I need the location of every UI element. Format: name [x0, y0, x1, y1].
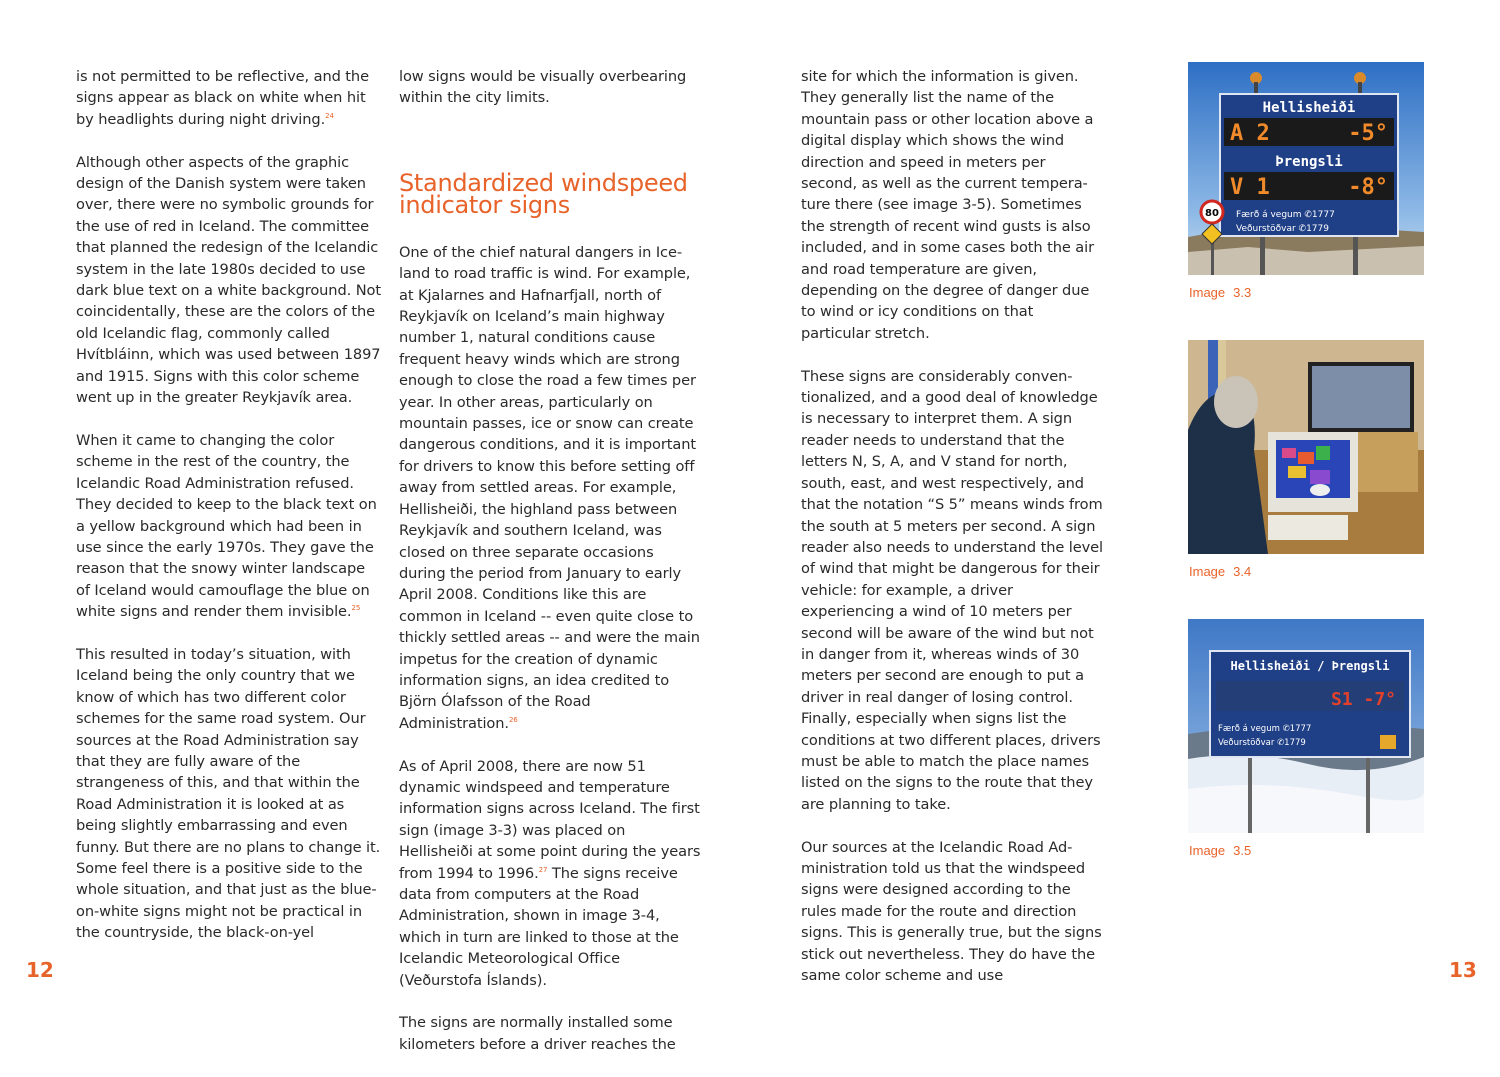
sign-info-line-1: Færð á vegum ✆1777	[1218, 724, 1312, 734]
paragraph: As of April 2008, there are now 51 dynamic windspeed and temperature information signs across Iceland. The first sign (image 3-3) was placed on Hellisheiði at some point during the years from 1994 to 1996.27 The signs receive data from computers at the Road Administration, shown in image 3-4, which in turn are linked to those at the Icelandic Meteorological Office (Veðurstofa Íslands).	[399, 757, 701, 989]
sign-info-line-2: Veðurstöðvar ✆1779	[1236, 224, 1329, 234]
footnote-marker: 26	[508, 715, 518, 724]
sign-info-line-1: Færð á vegum ✆1777	[1236, 210, 1335, 220]
section-heading: Standardized windspeed indicator signs	[399, 168, 688, 219]
text-column-1	[76, 66, 381, 965]
paragraph: This resulted in today’s situation, with Iceland being the only country that we know of which has two different color schemes for the same road system. Our sources at the Road Administration say that they are fully aware of the strangeness of this, and that within the Road Administration it is looked at as being slightly embarrassing and even funny. But there are no plans to change it. Some feel there is a positive side to the whole situation, and that just as the blue-on-white signs might not be practical in the countryside, the black-on-yel	[76, 645, 381, 942]
footnote-marker: 25	[351, 604, 361, 613]
sign-info-line-2: Veðurstöðvar ✆1779	[1218, 738, 1306, 748]
led-direction-1: A 2	[1230, 121, 1270, 146]
page-number-left: 12	[26, 958, 54, 982]
caption-image-3-5: Image 3.5	[1189, 843, 1252, 858]
led-direction-2: V 1	[1230, 175, 1270, 200]
paragraph: One of the chief natural dangers in Iceland to road traffic is wind. For example, at Kjalarnes and Hafnarfjall, north of Reykjavík on Iceland’s main highway number 1, natural conditions cause frequent heavy winds which are strong enough to close the road a few times per year. In other areas, particularly on mountain passes, ice or snow can create dangerous conditions, and it is important for drivers to know this before setting off away from settled areas. For example, Hellisheiði, the highland pass between Reykjavík and southern Iceland, was closed on three separate occasions during the period from January to early April 2008. Conditions like this are common in Iceland -- even quite close to thickly settled areas -- and were the main impetus for the creation of dynamic information signs, an idea credited to Björn Ólafsson of the Road Administration.$^{26}$	[399, 243, 700, 732]
led-temp-1: -5°	[1348, 121, 1388, 146]
paragraph: When it came to changing the color scheme in the rest of the country, the Icelandic Road Administration refused. They decided to keep to the black text on a yellow background which had been in use since the early 1970s. They gave the reason that the snowy winter landscape of Iceland would camouflage the blue on white signs and render them invisible.$^{25}$	[76, 431, 377, 621]
paragraph: These signs are considerably conventionalized, and a good deal of knowledge is necessary to interpret them. A sign reader needs to understand that the letters N, S, A, and V stand for north, south, east, and west respectively, and that the notation “S 5” means winds from the south at 5 meters per second. A sign reader also needs to understand the level of wind that might be dangerous for their vehicle: for example, a driver experiencing a wind of 10 meters per second will be aware of the wind but not in danger from it, whereas winds of 30 meters per second are enough to put a driver in real danger of losing control. Finally, especially when signs list the conditions at two different places, drivers must be able to match the place names listed on the signs to the route that they are planning to take.	[801, 367, 1104, 813]
text-column-2	[399, 66, 701, 1077]
paragraph: Although other aspects of the graphic design of the Danish system were taken over, there were no symbolic grounds for the use of red in Iceland. The committee that planned the redesign of the Icelandic system in the late 1980s decided to use dark blue text on a white background. Not coincidentally, these are the colors of the old Icelandic flag, commonly called Hvítbláinn, which was used between 1897 and 1915. Signs with this color scheme went up in the greater Reykjavík area.	[76, 153, 381, 407]
sign-title: Hellisheiði	[1262, 100, 1356, 116]
paragraph: low signs would be visually overbearing within the city limits.	[399, 68, 687, 107]
footnote-marker: 27	[538, 865, 548, 874]
photo-wind-sign-hellisheidi	[1188, 62, 1424, 275]
sign-title: Hellisheiði / Þrengsli	[1230, 659, 1390, 673]
led-temp-2: -8°	[1348, 175, 1388, 200]
caption-image-3-3: Image 3.3	[1189, 285, 1252, 300]
paragraph: The signs are normally installed some kilometers before a driver reaches the	[399, 1014, 676, 1053]
text-column-3	[801, 66, 1105, 1008]
road-administration-logo	[1380, 735, 1396, 749]
photo-operator-at-computer	[1188, 340, 1424, 554]
photo-wind-sign-snow	[1188, 619, 1424, 833]
caption-image-3-4: Image 3.4	[1189, 564, 1252, 579]
paragraph: Our sources at the Icelandic Road Administration told us that the windspeed signs were designed according to the rules made for the route and direction signs. This is generally true, but the signs stick out nevertheless. They do have the same color scheme and use	[801, 838, 1102, 985]
sign-subtitle: Þrengsli	[1275, 154, 1343, 170]
page-number-right: 13	[1449, 958, 1477, 982]
paragraph: is not permitted to be reflective, and the signs appear as black on white when hit by headlights during night driving.$^{24}$	[76, 68, 369, 128]
paragraph: site for which the information is given. They generally list the name of the mountain pass or other location above a digital display which shows the wind direction and speed in meters per second, as well as the current temperature there (see image 3-5). Sometimes the strength of recent wind gusts is also included, and in some cases both the air and road temperature are given, depending on the degree of danger due to wind or icy conditions on that particular stretch.	[801, 68, 1094, 342]
footnote-marker: 24	[325, 111, 334, 120]
speed-limit-text: 80	[1205, 208, 1219, 219]
led-display: S1 -7°	[1330, 689, 1396, 710]
